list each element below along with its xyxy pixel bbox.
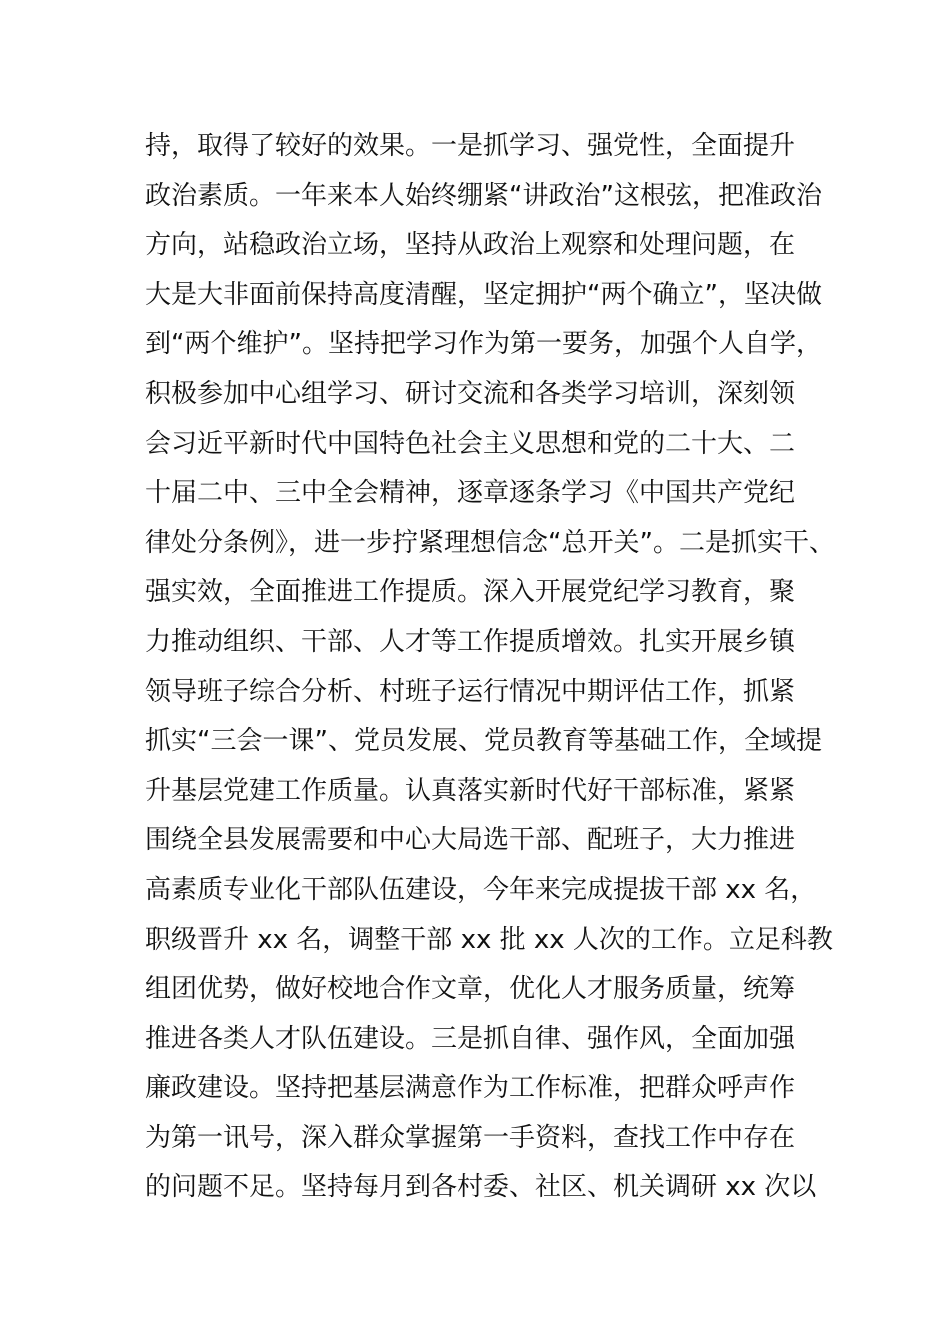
text-line-22: 的问题不足。坚持每月到各村委、社区、机关调研 xx 次以 [145,1172,817,1203]
text-line-20: 廉政建设。坚持把基层满意作为工作标准，把群众呼声作 [145,1073,796,1104]
text-line-8: 十届二中、三中全会精神，逐章逐条学习《中国共产党纪 [145,478,796,509]
text-line-16: 高素质专业化干部队伍建设，今年来完成提拔干部 xx 名， [145,874,817,905]
text-line-14: 升基层党建工作质量。认真落实新时代好干部标准，紧紧 [145,775,796,806]
text-line-5: 到“两个维护”。坚持把学习作为第一要务，加强个人自学， [145,329,822,360]
text-line-18: 组团优势，做好校地合作文章，优化人才服务质量，统筹 [145,974,796,1005]
text-line-1: 持，取得了较好的效果。一是抓学习、强党性，全面提升 [145,131,796,161]
text-line-3: 方向，站稳政治立场，坚持从政治上观察和处理问题，在 [145,230,796,261]
text-line-2: 政治素质。一年来本人始终绷紧“讲政治”这根弦，把准政治 [145,180,822,211]
text-line-12: 领导班子综合分析、村班子运行情况中期评估工作，抓紧 [145,676,796,707]
text-line-10: 强实效，全面推进工作提质。深入开展党纪学习教育，聚 [145,577,796,608]
text-line-9: 律处分条例》，进一步拧紧理想信念“总开关”。二是抓实干、 [145,527,835,558]
text-line-13: 抓实“三会一课”、党员发展、党员教育等基础工作，全域提 [145,726,822,757]
text-line-11: 力推动组织、干部、人才等工作提质增效。扎实开展乡镇 [145,626,796,657]
body-paragraph [145,122,835,1213]
text-line-21: 为第一讯号，深入群众掌握第一手资料，查找工作中存在 [145,1122,796,1153]
text-line-17: 职级晋升 xx 名，调整干部 xx 批 xx 人次的工作。立足科教 [145,924,833,955]
text-line-4: 大是大非面前保持高度清醒，坚定拥护“两个确立”，坚决做 [145,279,822,310]
text-line-7: 会习近平新时代中国特色社会主义思想和党的二十大、二 [145,428,796,459]
text-line-6: 积极参加中心组学习、研讨交流和各类学习培训，深刻领 [145,378,796,409]
text-line-19: 推进各类人才队伍建设。三是抓自律、强作风，全面加强 [145,1023,796,1054]
text-line-15: 围绕全县发展需要和中心大局选干部、配班子，大力推进 [145,825,796,856]
